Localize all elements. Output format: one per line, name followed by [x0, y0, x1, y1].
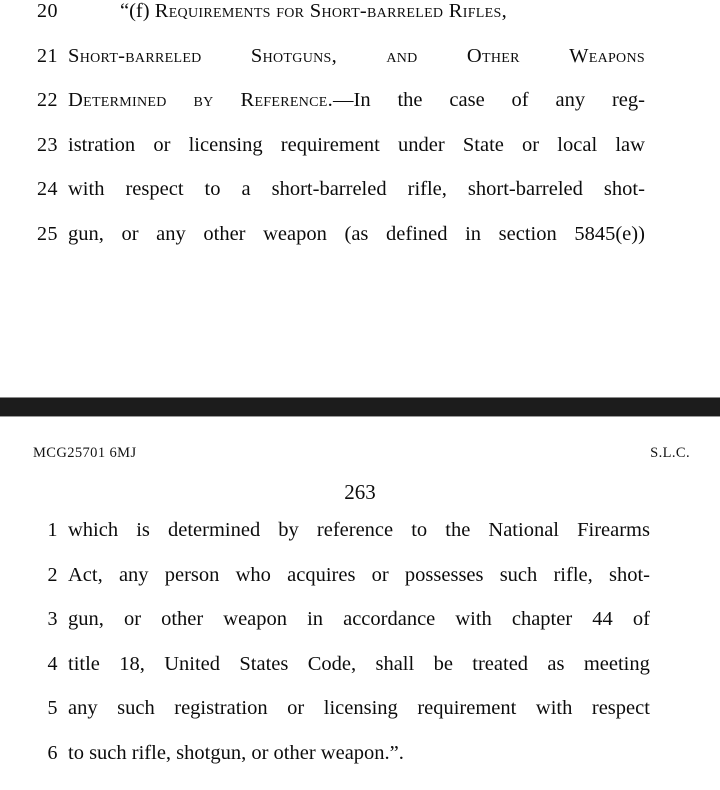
line-number: 4	[47, 652, 58, 675]
line-text	[68, 1, 645, 22]
word: acquires	[287, 563, 356, 586]
word: or	[287, 697, 305, 719]
word: as	[547, 652, 565, 675]
word: Short-barreled	[68, 44, 202, 67]
line-text	[68, 179, 645, 200]
word: (as	[344, 222, 369, 245]
line-number: 6	[47, 741, 58, 764]
bill-text-line	[0, 178, 720, 223]
page-number: 263	[344, 480, 376, 504]
bill-text-line	[0, 608, 720, 653]
word: respect	[591, 697, 650, 719]
word: person	[164, 563, 220, 586]
word: or	[121, 222, 139, 245]
word: weapon	[223, 608, 288, 630]
line-number: 5	[47, 697, 58, 719]
word: is	[136, 519, 150, 541]
word: State	[462, 133, 504, 156]
word: with	[535, 697, 573, 719]
word: chapter	[511, 608, 573, 630]
word: or	[153, 133, 171, 156]
line-text	[68, 654, 650, 675]
bill-text-line	[0, 742, 720, 787]
word: requirement	[280, 133, 380, 156]
bill-text-line	[0, 45, 720, 90]
word: licensing	[323, 697, 398, 719]
line-text	[68, 90, 645, 111]
word: accordance	[343, 608, 436, 630]
document-id: MCG25701 6MJ	[33, 445, 137, 461]
word: United	[164, 652, 221, 675]
line-text: to such rifle, shotgun, or other weapon.”.	[68, 741, 404, 764]
word: other	[203, 222, 246, 245]
word: any	[68, 697, 98, 719]
word: the	[445, 519, 471, 541]
word: be	[433, 652, 453, 675]
word: any	[118, 563, 149, 586]
word: Reference.—In	[240, 89, 371, 111]
numbered-text-block-top	[0, 0, 720, 267]
word: possesses	[404, 563, 484, 586]
word: rifle,	[407, 178, 447, 200]
word: treated	[472, 652, 529, 675]
word: reg-	[611, 89, 645, 111]
word: any	[555, 89, 586, 111]
line-text	[68, 609, 650, 630]
line-text	[68, 520, 650, 541]
page-separator-bar	[0, 397, 720, 417]
word: short-barreled	[271, 178, 387, 200]
line-number: 25	[37, 222, 58, 245]
word: respect	[125, 178, 184, 200]
word: registration	[174, 697, 268, 719]
word: any	[156, 222, 186, 245]
line-text	[68, 135, 645, 156]
word: with	[68, 178, 105, 200]
word: such	[499, 563, 538, 586]
word: Shotguns,	[250, 44, 338, 67]
bill-text-line	[0, 519, 720, 564]
word: Act,	[68, 563, 103, 586]
word: to	[411, 519, 428, 541]
bill-text-line	[0, 89, 720, 134]
word: in	[465, 222, 482, 245]
word: determined	[167, 519, 261, 541]
bill-text-line	[0, 134, 720, 179]
word: in	[307, 608, 324, 630]
line-text	[68, 46, 645, 67]
word: under	[398, 133, 445, 156]
line-number: 1	[47, 519, 58, 541]
line-number: 3	[47, 608, 58, 630]
word: to	[204, 178, 221, 200]
word: 18,	[119, 652, 145, 675]
word: other	[161, 608, 204, 630]
word: of	[511, 89, 529, 111]
bill-text-line	[0, 0, 720, 45]
word: such	[117, 697, 155, 719]
word: weapon	[263, 222, 327, 245]
bill-page-263	[0, 417, 720, 786]
line-number: 21	[37, 44, 58, 67]
line-number: 2	[47, 563, 58, 586]
word: law	[615, 133, 645, 156]
bill-text-line	[0, 223, 720, 268]
word: States	[239, 652, 289, 675]
word: the	[397, 89, 423, 111]
word: local	[557, 133, 598, 156]
word: or	[123, 608, 142, 630]
bill-text-line	[0, 653, 720, 698]
word: or	[522, 133, 540, 156]
page-header	[0, 445, 720, 467]
word: and	[386, 44, 418, 67]
word: of	[632, 608, 650, 630]
word: gun,	[68, 608, 104, 630]
word: or	[371, 563, 389, 586]
confidential-marking: S.L.C.	[650, 445, 690, 461]
line-number: 22	[37, 89, 58, 111]
word: istration	[68, 133, 136, 156]
word: Other	[466, 44, 520, 67]
word: 5845(e))	[574, 222, 645, 245]
word: case	[449, 89, 485, 111]
word: gun,	[68, 222, 104, 245]
word: shall	[375, 652, 415, 675]
line-number: 20	[37, 0, 58, 22]
line-number: 24	[37, 178, 58, 200]
page-top-whitespace	[0, 417, 720, 445]
word: with	[455, 608, 492, 630]
word: short-barreled	[467, 178, 583, 200]
numbered-text-block-bottom	[0, 519, 720, 786]
smallcaps-run: Reference.	[240, 89, 334, 111]
line-text	[68, 698, 650, 719]
word: Code,	[307, 652, 357, 675]
word: shot-	[603, 178, 645, 200]
word: 44	[592, 608, 613, 630]
word: section	[498, 222, 557, 245]
word: meeting	[583, 652, 650, 675]
word: Weapons	[569, 44, 645, 67]
word: by	[278, 519, 299, 541]
word: Determined	[68, 89, 167, 111]
word: defined	[386, 222, 448, 245]
word: title	[68, 652, 100, 675]
bill-text-line	[0, 564, 720, 609]
word: who	[235, 563, 271, 586]
line-text	[68, 565, 650, 586]
word: which	[68, 519, 119, 541]
word: rifle,	[553, 563, 593, 586]
word: by	[193, 89, 214, 111]
word: a	[241, 178, 251, 200]
line-number: 23	[37, 133, 58, 156]
text-run: “(f)	[120, 0, 155, 22]
bill-text-line	[0, 697, 720, 742]
word: licensing	[188, 133, 263, 156]
smallcaps-run: Requirements for Short-barreled Rifles,	[154, 0, 507, 22]
word: shot-	[608, 563, 650, 586]
word: Firearms	[577, 519, 650, 541]
page-bottom-whitespace	[0, 267, 720, 397]
word: requirement	[417, 697, 517, 719]
word: reference	[316, 519, 394, 541]
line-text	[68, 224, 645, 245]
word: National	[488, 519, 559, 541]
